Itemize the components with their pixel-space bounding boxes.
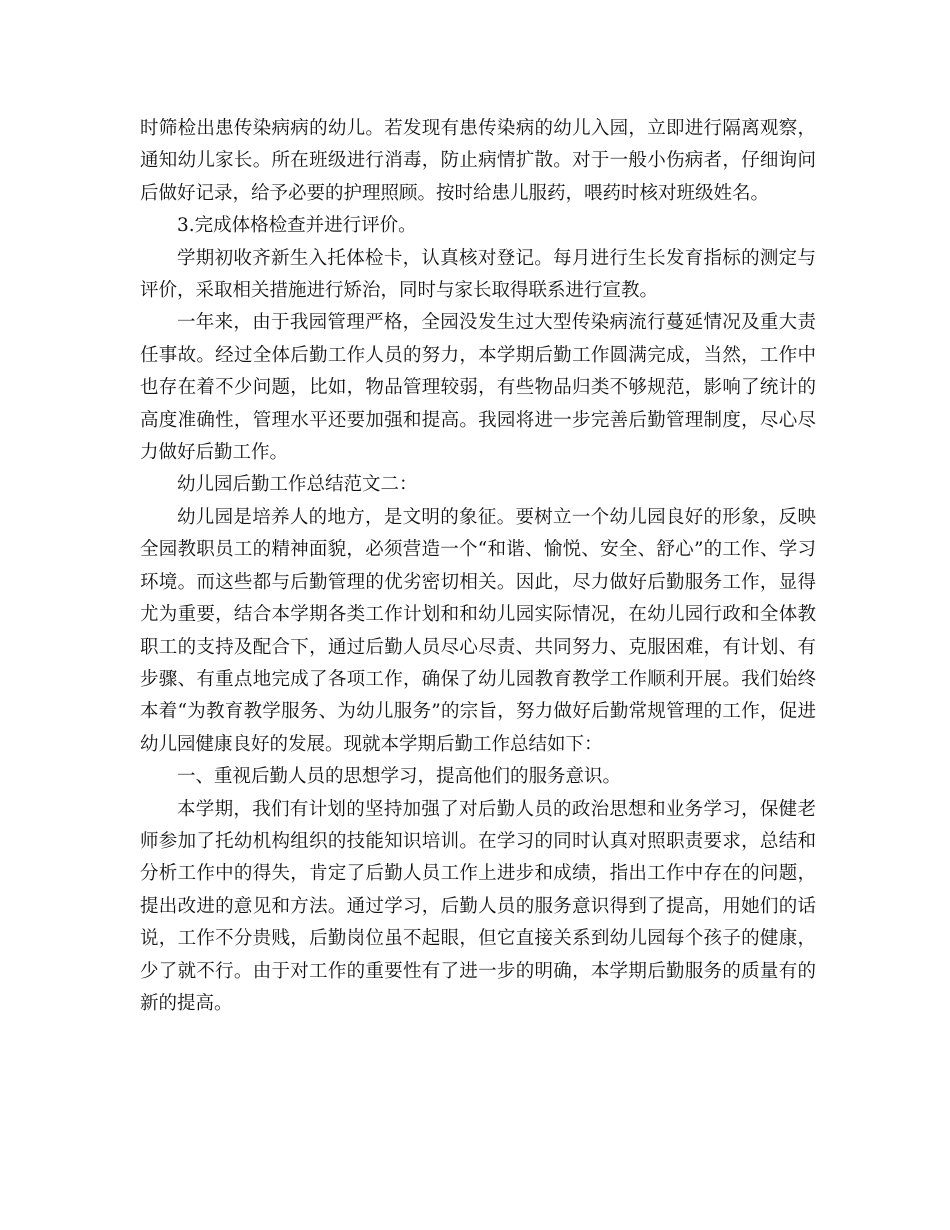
paragraph-2: 3.完成体格检查并进行评价。: [177, 215, 417, 237]
subsection-heading: 一、重视后勤人员的思想学习，提高他们的服务意识。: [177, 766, 622, 788]
paragraph-6: 幼儿园是培养人的地方，是文明的象征。要树立一个幼儿园良好的形象，反映全园教职员工的精神面貌，必须营造一个“和谐、愉悦、安全、舒心”的工作、学习环境。而这些都与后勤管理的优劣密切相关。因此，尽力做好后勤服务工作，显得尤为重要，结合本学期各类工作计划和和幼儿园实际情况，在幼儿园行政和全体教职工的支持及配合下，通过后勤人员尽心尽责、共同努力、克服困难，有计划、有步骤、有重点地完成了各项工作，确保了幼儿园教育教学工作顺利开展。我们始终本着“为教育教学服务、为幼儿服务”的宗旨，努力做好后勤常规管理的工作，促进幼儿园健康良好的发展。现就本学期后勤工作总结如下：: [140, 506, 816, 755]
paragraph-3: 学期初收齐新生入托体检卡，认真核对登记。每月进行生长发育指标的测定与评价，采取相关措施进行矫治，同时与家长取得联系进行宣教。: [140, 247, 816, 302]
section-heading: 幼儿园后勤工作总结范文二：: [177, 474, 418, 496]
paragraph-4: 一年来，由于我园管理严格，全园没发生过大型传染病流行蔓延情况及重大责任事故。经过全体后勤工作人员的努力，本学期后勤工作圆满完成，当然，工作中也存在着不少问题，比如，物品管理较弱，有些物品归类不够规范，影响了统计的高度准确性，管理水平还要加强和提高。我园将进一步完善后勤管理制度，尽心尽力做好后勤工作。: [140, 312, 816, 464]
document-body: [140, 113, 816, 1020]
paragraph-1: 时筛检出患传染病病的幼儿。若发现有患传染病的幼儿入园，立即进行隔离观察，通知幼儿家长。所在班级进行消毒，防止病情扩散。对于一般小伤病者，仔细询问后做好记录，给予必要的护理照顾。按时给患儿服药，喂药时核对班级姓名。: [140, 118, 816, 204]
paragraph-8: 本学期，我们有计划的坚持加强了对后勤人员的政治思想和业务学习，保健老师参加了托幼机构组织的技能知识培训。在学习的同时认真对照职责要求，总结和分析工作中的得失，肯定了后勤人员工作上进步和成绩，指出工作中存在的问题，提出改进的意见和方法。通过学习，后勤人员的服务意识得到了提高，用她们的话说，工作不分贵贱，后勤岗位虽不起眼，但它直接关系到幼儿园每个孩子的健康，少了就不行。由于对工作的重要性有了进一步的明确，本学期后勤服务的质量有的新的提高。: [140, 798, 816, 1014]
